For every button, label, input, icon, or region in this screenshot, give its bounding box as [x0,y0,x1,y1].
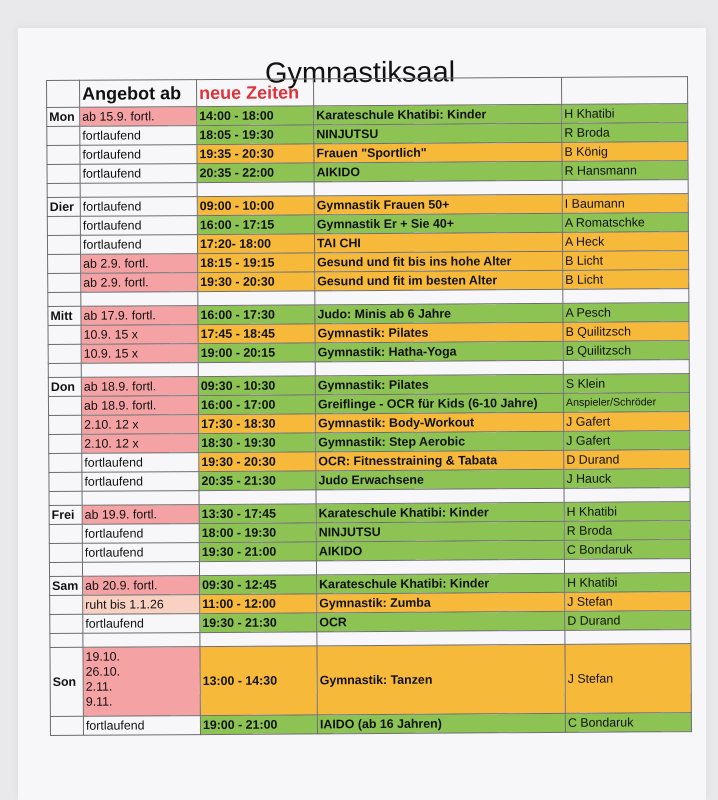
spacer-cell [47,183,80,197]
instructor-cell: H Khatibi [565,573,691,593]
course-cell: Judo Erwachsene [316,469,564,490]
course-cell: Karateschule Khatibi: Kinder [316,502,564,523]
period-cell: 2.10. 12 x [82,434,199,454]
spacer-cell [198,291,315,306]
time-cell: 20:35 - 21:30 [199,471,316,491]
spacer-cell [564,559,690,574]
day-cell [50,716,83,735]
spacer-cell [82,491,199,506]
header-neue-zeiten: neue Zeiten [197,79,314,107]
day-cell [48,396,81,415]
schedule-row [50,713,691,736]
day-cell [47,126,80,145]
period-cell: fortlaufend [83,716,200,736]
time-cell: 18:15 - 19:15 [198,253,315,273]
instructor-cell: B König [562,142,688,162]
time-cell: 16:00 - 17:15 [197,215,314,235]
time-cell: 14:00 - 18:00 [197,106,314,126]
day-cell [49,453,82,472]
period-cell: fortlaufend [80,235,197,255]
period-cell: fortlaufend [80,164,197,184]
time-cell: 18:00 - 19:30 [199,523,316,543]
day-label: Mitt [48,306,81,325]
instructor-cell: J Hauck [564,469,690,489]
instructor-cell: D Durand [565,611,691,631]
instructor-cell: A Romatschke [562,213,688,233]
course-cell: AIKIDO [314,161,562,182]
spacer-cell [563,289,689,304]
header-row [47,77,688,108]
period-cell: 10.9. 15 x [81,344,198,364]
period-cell: fortlaufend [80,126,197,146]
day-cell [47,145,80,164]
header-angebot: Angebot ab [80,80,197,108]
course-cell: Karateschule Khatibi: Kinder [314,104,562,125]
time-cell: 17:45 - 18:45 [198,324,315,344]
period-cell: fortlaufend [83,614,200,634]
spacer-cell [564,488,690,503]
time-cell: 18:30 - 19:30 [199,433,316,453]
day-cell [48,325,81,344]
period-cell: ab 17.9. fortl. [81,306,198,326]
instructor-cell: A Heck [562,232,688,252]
instructor-cell: I Baumann [562,194,688,214]
spacer-cell [199,561,316,576]
spacer-cell [82,562,199,577]
spacer-cell [199,490,316,505]
course-cell: Judo: Minis ab 6 Jahre [315,303,563,324]
spacer-cell [48,292,81,306]
day-cell [47,216,80,235]
period-cell: ab 2.9. fortl. [81,273,198,293]
instructor-cell: J Gafert [564,431,690,451]
time-cell: 18:05 - 19:30 [197,125,314,145]
period-cell: 19.10. 26.10. 2.11. 9.11. [83,647,200,717]
period-cell: ab 18.9. fortl. [81,377,198,397]
time-cell: 16:00 - 17:00 [198,395,315,415]
spacer-cell [562,180,688,195]
time-cell: 19:30 - 20:30 [199,452,316,472]
day-label: Dier [47,197,80,216]
spacer-cell [83,633,200,648]
instructor-cell: B Quilitzsch [563,341,689,361]
spacer-cell [315,360,563,376]
course-cell: Gymnastik: Zumba [317,592,565,613]
course-cell: AIKIDO [316,540,564,561]
day-cell [49,434,82,453]
time-cell: 11:00 - 12:00 [200,594,317,614]
course-cell: OCR [317,611,565,632]
time-cell: 17:30 - 18:30 [199,414,316,434]
time-cell: 13:30 - 17:45 [199,504,316,524]
course-cell: IAIDO (ab 16 Jahren) [317,713,565,734]
course-cell: NINJUTSU [316,521,564,542]
spacer-cell [563,360,689,375]
period-cell: 2.10. 12 x [82,415,199,435]
spacer-cell [49,562,82,576]
time-cell: 19:30 - 21:30 [200,613,317,633]
spacer-cell [80,183,197,198]
day-cell [48,344,81,363]
instructor-cell: B Licht [563,270,689,290]
instructor-cell: J Stefan [565,592,691,612]
schedule-table [46,76,692,736]
time-cell: 09:00 - 10:00 [197,196,314,216]
course-cell: Gesund und fit bis ins hohe Alter [315,251,563,272]
period-cell: fortlaufend [82,524,199,544]
spacer-cell [81,363,198,378]
day-label: Mon [47,107,80,126]
page-title: Gymnastiksaal [264,56,456,90]
course-cell: Gymnastik: Tanzen [317,644,565,715]
spacer-cell [315,289,563,305]
day-cell [48,273,81,292]
period-cell: ab 20.9. fortl. [83,576,200,596]
instructor-cell: J Stefan [565,644,691,714]
time-cell: 20:35 - 22:00 [197,163,314,183]
time-cell: 13:00 - 14:30 [200,646,317,716]
period-cell: fortlaufend [80,197,197,217]
day-cell [49,543,82,562]
period-cell: fortlaufend [82,543,199,563]
spacer-cell [198,362,315,377]
time-cell: 19:00 - 20:15 [198,343,315,363]
course-cell: Gymnastik: Pilates [315,322,563,343]
period-cell: fortlaufend [82,453,199,473]
instructor-cell: C Bondaruk [565,713,691,733]
instructor-cell: B Licht [563,251,689,271]
instructor-cell: R Broda [564,521,690,541]
time-cell: 19:00 - 21:00 [200,715,317,735]
course-cell: Gymnastik Er + Sie 40+ [314,213,562,234]
period-cell: 10.9. 15 x [81,325,198,345]
spacer-cell [314,180,562,196]
course-cell: Gymnastik Frauen 50+ [314,194,562,215]
spacer-cell [565,630,691,645]
day-label: Sam [50,576,83,595]
instructor-cell: D Durand [564,450,690,470]
course-cell: Karateschule Khatibi: Kinder [317,573,565,594]
instructor-cell: S Klein [563,374,689,394]
time-cell: 09:30 - 12:45 [200,575,317,595]
day-cell [47,164,80,183]
course-cell: Frauen "Sportlich" [314,142,562,163]
schedule-row [50,644,691,717]
spacer-cell [316,488,564,504]
instructor-cell: C Bondaruk [564,540,690,560]
day-label: Son [50,647,83,716]
instructor-cell: A Pesch [563,303,689,323]
course-cell: Gymnastik: Step Aerobic [316,431,564,452]
instructor-cell: J Gafert [564,412,690,432]
instructor-cell: R Broda [562,123,688,143]
header-course-cell [313,77,561,106]
header-day-cell [47,80,80,107]
course-cell: NINJUTSU [314,123,562,144]
instructor-cell: H Khatibi [562,104,688,124]
day-cell [50,595,83,614]
day-cell [49,472,82,491]
instructor-cell: Anspieler/Schröder [563,393,689,413]
course-cell: Greiflinge - OCR für Kids (6-10 Jahre) [315,393,563,414]
time-cell: 17:20- 18:00 [197,234,314,254]
day-cell [49,415,82,434]
time-cell: 19:35 - 20:30 [197,144,314,164]
header-instructor-cell [561,77,687,105]
spacer-cell [81,292,198,307]
spacer-cell [200,632,317,647]
period-cell: ruht bis 1.1.26 [83,595,200,615]
day-label: Frei [49,505,82,524]
spacer-cell [50,633,83,647]
period-cell: fortlaufend [80,145,197,165]
instructor-cell: R Hansmann [562,161,688,181]
instructor-cell: H Khatibi [564,502,690,522]
instructor-cell: B Quilitzsch [563,322,689,342]
course-cell: Gymnastik: Hatha-Yoga [315,341,563,362]
spacer-cell [316,559,564,575]
spacer-cell [48,363,81,377]
period-cell: ab 18.9. fortl. [81,396,198,416]
day-cell [49,524,82,543]
day-cell [48,254,81,273]
day-cell [50,614,83,633]
course-cell: Gesund und fit im besten Alter [315,270,563,291]
spacer-cell [317,630,565,646]
period-cell: fortlaufend [80,216,197,236]
day-cell [47,235,80,254]
spacer-cell [49,491,82,505]
time-cell: 16:00 - 17:30 [198,305,315,325]
period-cell: ab 15.9. fortl. [80,107,197,127]
period-cell: ab 2.9. fortl. [81,254,198,274]
period-cell: ab 19.9. fortl. [82,505,199,525]
period-cell: fortlaufend [82,472,199,492]
time-cell: 19:30 - 20:30 [198,272,315,292]
time-cell: 09:30 - 10:30 [198,376,315,396]
spacer-cell [197,182,314,197]
course-cell: TAI CHI [314,232,562,253]
course-cell: OCR: Fitnesstraining & Tabata [316,450,564,471]
course-cell: Gymnastik: Body-Workout [316,412,564,433]
time-cell: 19:30 - 21:00 [199,542,316,562]
course-cell: Gymnastik: Pilates [315,374,563,395]
day-label: Don [48,377,81,396]
